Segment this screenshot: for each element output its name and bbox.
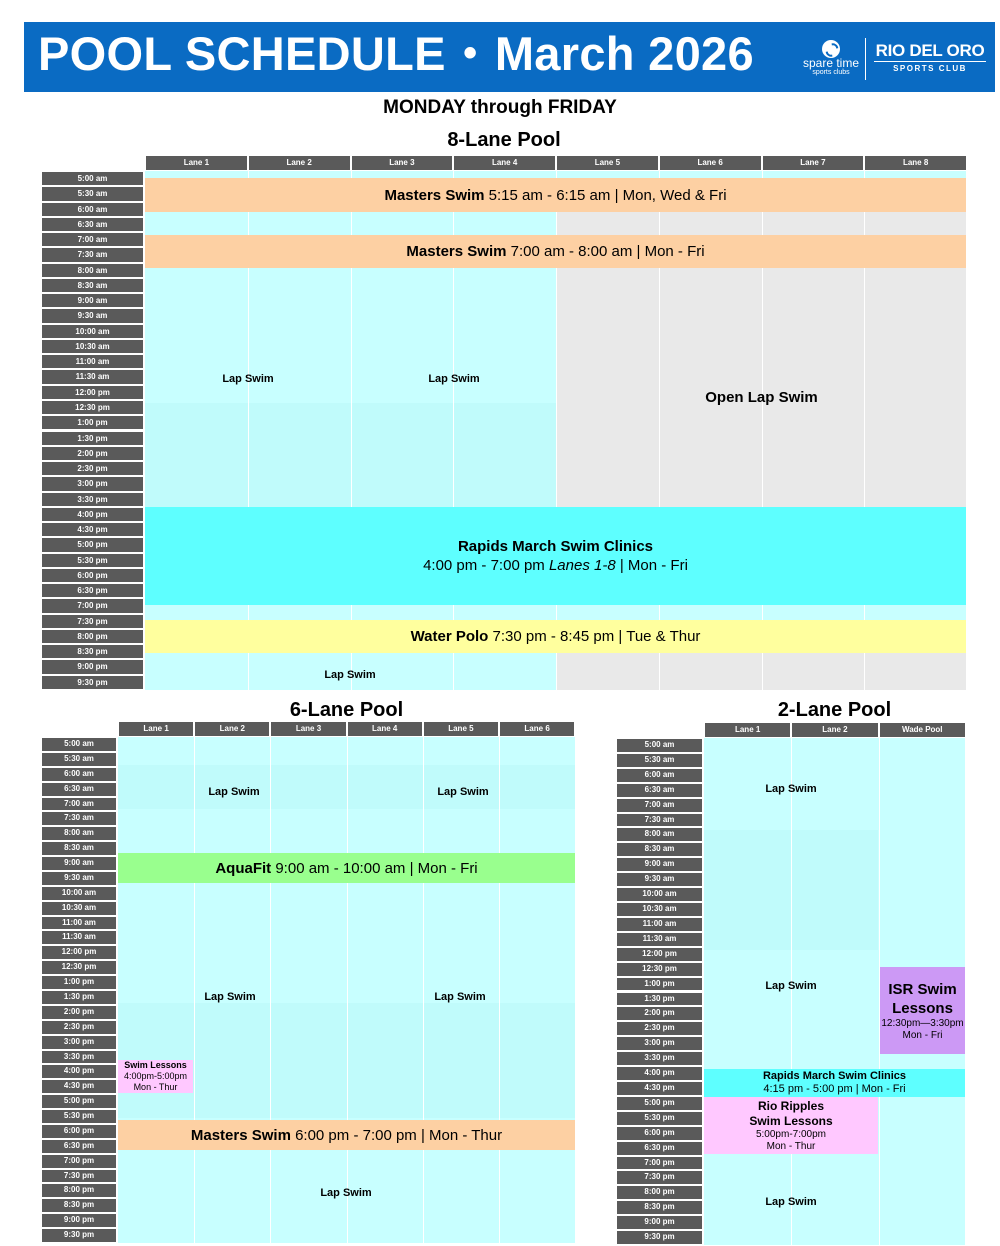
time-label: 1:00 pm bbox=[617, 978, 702, 991]
header-banner bbox=[24, 22, 995, 92]
time-label: 3:00 pm bbox=[42, 477, 143, 490]
time-label: 9:30 am bbox=[42, 872, 116, 885]
time-label: 8:00 pm bbox=[617, 1186, 702, 1199]
lane-header: Lane 7 bbox=[763, 156, 864, 170]
time-label: 1:30 pm bbox=[42, 432, 143, 445]
time-label: 9:30 pm bbox=[42, 1229, 116, 1242]
pool8-water-polo-block: Water Polo 7:30 pm - 8:45 pm | Tue & Thur bbox=[145, 620, 966, 653]
time-label: 7:30 am bbox=[42, 812, 116, 825]
pool8-lap-swim-label: Lap Swim bbox=[222, 373, 274, 385]
logo-divider bbox=[865, 38, 866, 80]
pool6-lap-swim-label: Lap Swim bbox=[204, 991, 256, 1003]
time-label: 12:30 pm bbox=[42, 401, 143, 414]
time-label: 7:30 pm bbox=[617, 1171, 702, 1184]
page-title: POOL SCHEDULE • March 2026 bbox=[38, 27, 754, 80]
lane-header: Lane 1 bbox=[705, 723, 790, 737]
time-label: 9:30 pm bbox=[617, 1231, 702, 1244]
time-label: 9:00 pm bbox=[42, 1214, 116, 1227]
time-label: 5:00 am bbox=[42, 738, 116, 751]
lane-header: Lane 6 bbox=[500, 722, 574, 736]
time-label: 4:00 pm bbox=[42, 1065, 116, 1078]
pool8-open-lap-label: Open Lap Swim bbox=[705, 388, 818, 406]
spare-time-logo-subtext: sports clubs bbox=[812, 69, 850, 76]
time-label: 7:00 pm bbox=[617, 1157, 702, 1170]
time-label: 4:30 pm bbox=[42, 1080, 116, 1093]
pool8-clinics-block: Rapids March Swim Clinics 4:00 pm - 7:00 pm Lanes 1-8 | Mon - Fri bbox=[145, 507, 966, 605]
pool6-title: 6-Lane Pool bbox=[289, 699, 404, 721]
lane-header: Lane 3 bbox=[271, 722, 345, 736]
time-label: 12:30 pm bbox=[617, 963, 702, 976]
time-label: 8:00 pm bbox=[42, 1184, 116, 1197]
time-label: 5:00 pm bbox=[42, 1095, 116, 1108]
time-label: 6:00 pm bbox=[42, 1125, 116, 1138]
pool8-lap-swim-label: Lap Swim bbox=[324, 669, 376, 681]
time-label: 10:00 am bbox=[42, 325, 143, 338]
time-label: 9:00 am bbox=[42, 294, 143, 307]
time-label: 6:00 am bbox=[42, 203, 143, 216]
pool6-swim-lessons-block: Swim Lessons 4:00pm-5:00pm Mon - Thur bbox=[118, 1060, 193, 1093]
time-label: 8:00 am bbox=[42, 827, 116, 840]
time-label: 12:00 pm bbox=[42, 386, 143, 399]
time-label: 2:30 pm bbox=[42, 462, 143, 475]
time-label: 8:30 pm bbox=[617, 1201, 702, 1214]
lane-header: Lane 2 bbox=[195, 722, 269, 736]
pool8-lap-swim-label: Lap Swim bbox=[428, 373, 480, 385]
time-label: 2:00 pm bbox=[42, 447, 143, 460]
time-label: 9:00 am bbox=[617, 858, 702, 871]
time-label: 12:00 pm bbox=[617, 948, 702, 961]
time-label: 8:00 am bbox=[617, 828, 702, 841]
time-label: 3:30 pm bbox=[617, 1052, 702, 1065]
time-label: 11:00 am bbox=[42, 355, 143, 368]
lane-header: Lane 2 bbox=[249, 156, 350, 170]
time-label: 10:30 am bbox=[42, 902, 116, 915]
lane-divider bbox=[270, 737, 271, 1243]
pool6-lap-swim-label: Lap Swim bbox=[434, 991, 486, 1003]
time-label: 5:30 am bbox=[42, 187, 143, 200]
lane-header: Wade Pool bbox=[880, 723, 965, 737]
time-label: 7:30 am bbox=[42, 248, 143, 261]
time-label: 7:00 am bbox=[42, 798, 116, 811]
time-label: 5:30 pm bbox=[617, 1112, 702, 1125]
time-label: 9:30 am bbox=[617, 873, 702, 886]
rio-del-oro-logo-text: RIO DEL ORO bbox=[875, 41, 985, 60]
spare-time-logo-text: spare time bbox=[802, 56, 860, 70]
time-label: 7:00 am bbox=[42, 233, 143, 246]
time-label: 8:00 pm bbox=[42, 630, 143, 643]
time-label: 10:30 am bbox=[42, 340, 143, 353]
time-label: 9:30 pm bbox=[42, 676, 143, 689]
time-label: 2:30 pm bbox=[617, 1022, 702, 1035]
time-label: 2:00 pm bbox=[42, 1006, 116, 1019]
time-label: 8:30 am bbox=[617, 843, 702, 856]
time-label: 11:00 am bbox=[617, 918, 702, 931]
time-label: 3:30 pm bbox=[42, 1051, 116, 1064]
time-label: 7:00 am bbox=[617, 799, 702, 812]
time-label: 5:30 am bbox=[617, 754, 702, 767]
time-label: 11:00 am bbox=[42, 917, 116, 930]
lane-header: Lane 5 bbox=[557, 156, 658, 170]
time-label: 8:30 pm bbox=[42, 645, 143, 658]
time-label: 9:00 am bbox=[42, 857, 116, 870]
pool6-lap-swim-label: Lap Swim bbox=[320, 1187, 372, 1199]
lane-header: Lane 6 bbox=[660, 156, 761, 170]
time-label: 11:30 am bbox=[42, 370, 143, 383]
lane-header: Lane 1 bbox=[119, 722, 193, 736]
pool8-title: 8-Lane Pool bbox=[447, 129, 561, 151]
lane-header: Lane 2 bbox=[792, 723, 877, 737]
time-label: 6:00 am bbox=[42, 768, 116, 781]
lane-header: Lane 1 bbox=[146, 156, 247, 170]
pool2-clinics-block: Rapids March Swim Clinics 4:15 pm - 5:00 pm | Mon - Fri bbox=[704, 1069, 965, 1097]
lane-header: Lane 4 bbox=[348, 722, 422, 736]
time-label: 4:00 pm bbox=[617, 1067, 702, 1080]
lane-divider bbox=[347, 737, 348, 1243]
time-label: 4:00 pm bbox=[42, 508, 143, 521]
time-label: 6:30 pm bbox=[42, 584, 143, 597]
time-label: 5:30 am bbox=[42, 753, 116, 766]
lane-header: Lane 8 bbox=[865, 156, 966, 170]
time-label: 7:30 am bbox=[617, 814, 702, 827]
pool6-lap-swim-label: Lap Swim bbox=[208, 786, 260, 798]
days-subtitle: MONDAY through FRIDAY bbox=[383, 97, 617, 118]
pool2-lap-swim-label: Lap Swim bbox=[765, 1196, 817, 1208]
time-label: 8:00 am bbox=[42, 264, 143, 277]
time-label: 4:30 pm bbox=[42, 523, 143, 536]
pool2-lap-swim-label: Lap Swim bbox=[765, 980, 817, 992]
time-label: 7:30 pm bbox=[42, 1170, 116, 1183]
lane-header: Lane 4 bbox=[454, 156, 555, 170]
pool8-masters-morning-block: Masters Swim 7:00 am - 8:00 am | Mon - Fri bbox=[145, 235, 966, 268]
time-label: 1:00 pm bbox=[42, 976, 116, 989]
time-label: 6:00 pm bbox=[617, 1127, 702, 1140]
time-label: 1:00 pm bbox=[42, 416, 143, 429]
time-label: 3:30 pm bbox=[42, 493, 143, 506]
time-label: 5:00 pm bbox=[617, 1097, 702, 1110]
time-label: 1:30 pm bbox=[617, 993, 702, 1006]
time-label: 5:00 pm bbox=[42, 538, 143, 551]
time-label: 6:30 am bbox=[617, 784, 702, 797]
time-label: 6:30 am bbox=[42, 218, 143, 231]
time-label: 7:00 pm bbox=[42, 1155, 116, 1168]
lane-header: Lane 5 bbox=[424, 722, 498, 736]
time-label: 9:00 pm bbox=[42, 660, 143, 673]
time-label: 12:30 pm bbox=[42, 961, 116, 974]
time-label: 10:00 am bbox=[42, 887, 116, 900]
time-label: 2:00 pm bbox=[617, 1007, 702, 1020]
time-label: 9:30 am bbox=[42, 309, 143, 322]
time-label: 6:30 pm bbox=[617, 1142, 702, 1155]
time-label: 6:00 am bbox=[617, 769, 702, 782]
pool6-masters-block: Masters Swim 6:00 pm - 7:00 pm | Mon - Thur bbox=[118, 1120, 575, 1150]
pool2-rio-ripples-block: Rio Ripples Swim Lessons 5:00pm-7:00pm Mon - Thur bbox=[704, 1097, 878, 1154]
time-label: 5:00 am bbox=[42, 172, 143, 185]
pool2-lap-swim-label: Lap Swim bbox=[765, 783, 817, 795]
time-label: 6:30 pm bbox=[42, 1140, 116, 1153]
time-label: 7:00 pm bbox=[42, 599, 143, 612]
time-label: 3:00 pm bbox=[617, 1037, 702, 1050]
time-label: 5:00 am bbox=[617, 739, 702, 752]
pool6-aquafit-block: AquaFit 9:00 am - 10:00 am | Mon - Fri bbox=[118, 853, 575, 883]
time-label: 2:30 pm bbox=[42, 1021, 116, 1034]
time-label: 9:00 pm bbox=[617, 1216, 702, 1229]
lane-header: Lane 3 bbox=[352, 156, 453, 170]
time-label: 5:30 pm bbox=[42, 1110, 116, 1123]
rio-del-oro-logo-subtext: SPORTS CLUB bbox=[893, 64, 967, 73]
time-label: 7:30 pm bbox=[42, 615, 143, 628]
time-label: 8:30 am bbox=[42, 842, 116, 855]
time-label: 8:30 pm bbox=[42, 1199, 116, 1212]
pool2-title: 2-Lane Pool bbox=[777, 699, 892, 721]
time-label: 3:00 pm bbox=[42, 1036, 116, 1049]
time-label: 5:30 pm bbox=[42, 554, 143, 567]
time-label: 11:30 am bbox=[617, 933, 702, 946]
time-label: 11:30 am bbox=[42, 931, 116, 944]
time-label: 6:00 pm bbox=[42, 569, 143, 582]
pool6-lap-swim-label: Lap Swim bbox=[437, 786, 489, 798]
time-label: 10:00 am bbox=[617, 888, 702, 901]
pool8-masters-early-block: Masters Swim 5:15 am - 6:15 am | Mon, Wed & Fri bbox=[145, 178, 966, 212]
time-label: 1:30 pm bbox=[42, 991, 116, 1004]
pool2-isr-lessons-block: ISR Swim Lessons 12:30pm—3:30pm Mon - Fri bbox=[880, 967, 965, 1054]
logo-underline bbox=[874, 61, 986, 62]
time-label: 12:00 pm bbox=[42, 946, 116, 959]
time-label: 10:30 am bbox=[617, 903, 702, 916]
time-label: 4:30 pm bbox=[617, 1082, 702, 1095]
time-label: 8:30 am bbox=[42, 279, 143, 292]
time-label: 6:30 am bbox=[42, 783, 116, 796]
